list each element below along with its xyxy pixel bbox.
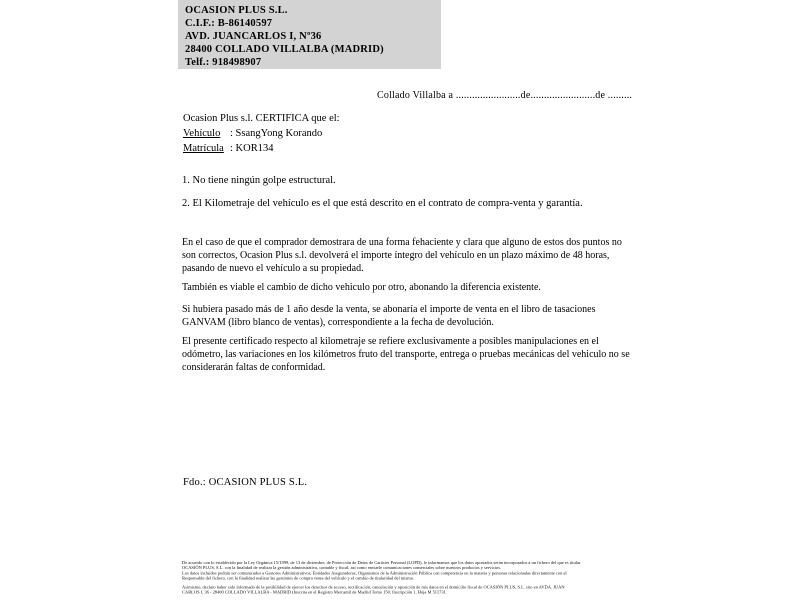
certified-points bbox=[182, 174, 583, 220]
plate-value: : KOR134 bbox=[230, 142, 274, 154]
company-city: 28400 COLLADO VILLALBA (MADRID) bbox=[185, 44, 384, 55]
fine-print-line: Asimismo, declaro haber sido informado de la posibilidad de ejercer los derechos de acceso, rectificación, cancelación y oposición de mis datos en el domicilio fiscal de OCASIÓN PLUS, S.L. sito en AVDA. JUAN bbox=[182, 584, 565, 590]
signature-line: Fdo.: OCASION PLUS S.L. bbox=[183, 477, 308, 488]
certification-block bbox=[183, 112, 340, 156]
vehicle-value: : SsangYong Korando bbox=[230, 127, 323, 139]
date-line: Collado Villalba a ........................de........................de ......... bbox=[377, 90, 633, 101]
paragraph-mileage-scope: El presente certificado respecto al kilometraje se refiere exclusivamente a posibles manipulaciones en el odómetro, las variaciones en los kilómetros fruto del transporte, entrega o pruebas mecánicas del vehiculo no se considerarán faltas de conformidad. bbox=[182, 336, 630, 373]
plate-row bbox=[183, 142, 340, 157]
company-phone: Telf.: 918498907 bbox=[185, 57, 262, 68]
legal-fine-print bbox=[182, 560, 630, 595]
plate-label: Matrícula bbox=[183, 142, 224, 154]
company-letterhead bbox=[178, 0, 441, 69]
company-address: AVD. JUANCARLOS I, Nº36 bbox=[185, 31, 322, 42]
fine-print-line: Los datos incluidos podrán ser comunicados a Gestores Administrativos, Entidades Aseguradoras, Organismos de la Administración Pública con competencia en la materia y personas relacionadas directamente con el bbox=[182, 570, 567, 576]
company-name: OCASION PLUS S.L. bbox=[185, 5, 288, 16]
paragraph-ganvam-valuation: Si hubiera pasado más de 1 año desde la venta, se abonaría el importe de venta en el libro de tasaciones GANVAM (libro blanco de ventas), correspondiente a la fecha de devolución. bbox=[182, 304, 596, 328]
point-2: 2. El Kilometraje del vehículo es el que está descrito en el contrato de compra-venta y garantía. bbox=[182, 198, 583, 209]
body-paragraphs bbox=[182, 236, 634, 374]
fine-print-line: De acuerdo con lo establecido por la Ley Orgánica 15/1999, de 13 de diciembre, de Protección de Datos de Carácter Personal (LOPD), le informamos que los datos aportados serán incorporados a un fichero del que es titular bbox=[182, 560, 581, 565]
paragraph-exchange-option: También es viable el cambio de dicho vehiculo por otro, abonando la diferencia existente. bbox=[182, 282, 541, 293]
vehicle-label: Vehículo bbox=[183, 127, 221, 139]
certification-intro: Ocasion Plus s.l. CERTIFICA que el: bbox=[183, 113, 340, 124]
paragraph-refund-terms: En el caso de que el comprador demostrara de una forma fehaciente y clara que alguno de estos dos puntos no son correctos, Ocasion Plus s.l. devolverá el importe íntegro del vehículo en un plazo máximo de 48 horas, pasando de nuevo el vehículo a su propiedad. bbox=[182, 237, 622, 274]
vehicle-row bbox=[183, 127, 340, 142]
company-cif: C.I.F.: B-86140597 bbox=[185, 18, 273, 29]
fine-print-line: CARLOS I, 36 - 28400 COLLADO VILLALBA - MADRID (Inscrita en el Registro Mercantil de Madrid Tomo 150, Inscripción 1, Hoja M 511731. bbox=[182, 589, 447, 595]
fine-print-line: Responsable del fichero, con la finalidad realizar las gestiones de compra venta del vehículo y el cambio de titularidad del mismo. bbox=[182, 575, 415, 581]
fine-print-line: OCASIÓN PLUS, S.L. con la finalidad de realizar la gestión administrativa, contable y fiscal, así como enviarle comunicaciones comerciales sobre nuestros productos y servicios. bbox=[182, 565, 502, 571]
point-1: 1. No tiene ningún golpe estructural. bbox=[182, 175, 336, 186]
